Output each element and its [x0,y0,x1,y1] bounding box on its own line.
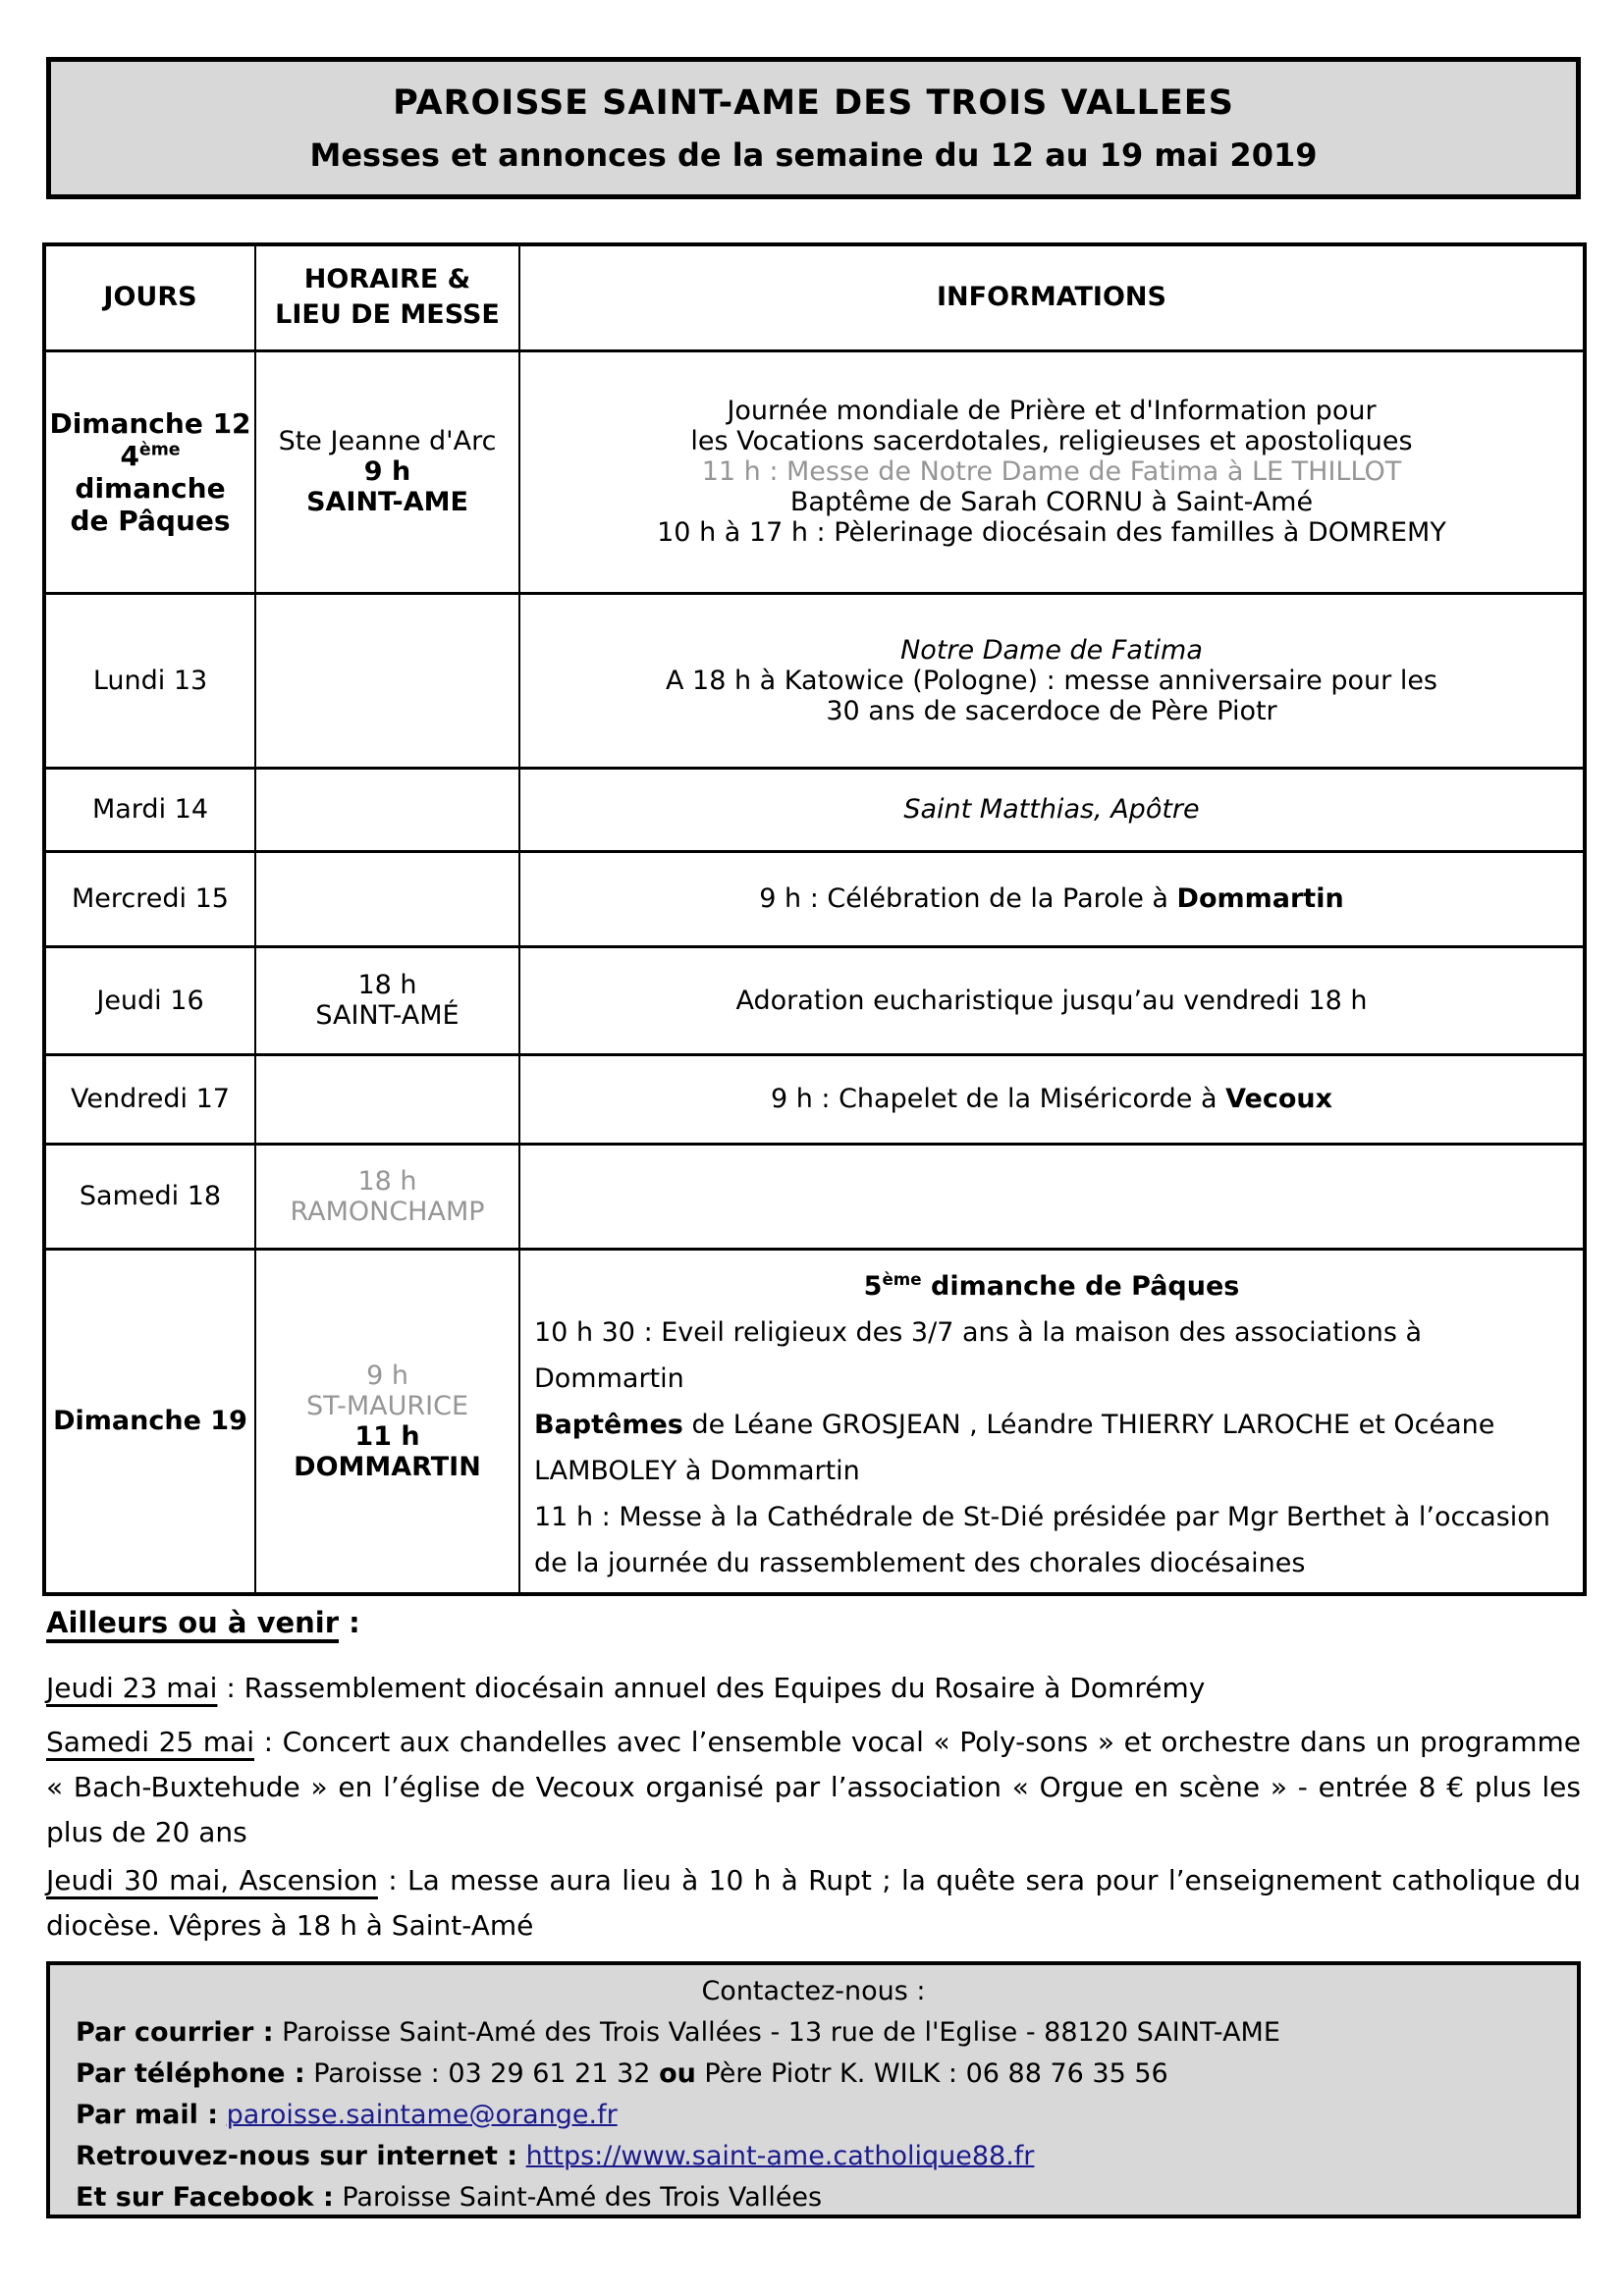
section-heading-ailleurs: Ailleurs ou à venir : [46,1606,360,1639]
page-subtitle: Messes et annonces de la semaine du 12 au 19 mai 2019 [309,135,1318,174]
horaire-cell-dimanche-19 [255,1249,519,1594]
contact-box [46,1961,1581,2218]
horaire-cell-mercredi-15 [255,851,519,946]
day-cell-vendredi-17: Vendredi 17 [44,1054,255,1144]
info-line: 10 h à 17 h : Pèlerinage diocésain des familles à DOMREMY [657,517,1446,548]
announcement-jeudi-23-mai: Jeudi 23 mai : Rassemblement diocésain annuel des Equipes du Rosaire à Domrémy [46,1672,1206,1704]
contact-telephone: Par téléphone : Paroisse : 03 29 61 21 32 ou Père Piotr K. WILK : 06 88 76 35 56 [76,2058,1168,2089]
contact-title: Contactez-nous : [701,1976,926,2006]
col-header-horaire-line1: HORAIRE & [303,263,471,294]
mass-time: 18 h [357,970,417,1000]
info-cell-lundi-13 [519,593,1585,768]
mass-slot-2: 11 h DOMMARTIN [294,1420,481,1482]
info-line: Journée mondiale de Prière et d'Information pour [727,396,1377,426]
announcement-samedi-25-mai: Samedi 25 mai : Concert aux chandelles avec l’ensemble vocal « Poly-sons » et orchestre dans un programme « Bach-Buxtehude » en l’église de Vecoux organisé par l’association « Orgue en scène » - entrée 8 € plus les plus de 20 ans [46,1726,1581,1848]
table-row-samedi-18 [44,1144,1585,1249]
info-cell-samedi-18 [519,1144,1585,1249]
info-paragraph: Baptêmes de Léane GROSJEAN , Léandre THIERRY LAROCHE et Océane LAMBOLEY à Dommartin [534,1409,1495,1486]
table-header-row [44,244,1585,350]
info-cell-mardi-14: Saint Matthias, Apôtre [519,768,1585,851]
place-emphasis: Dommartin [1176,883,1344,914]
table-row-mercredi-15 [44,851,1585,946]
day-cell-lundi-13: Lundi 13 [44,593,255,768]
contact-mail: Par mail : paroisse.saintame@orange.fr [76,2100,618,2130]
info-cell-jeudi-16: Adoration eucharistique jusqu’au vendredi 18 h [519,946,1585,1054]
info-line: Baptême de Sarah CORNU à Saint-Amé [789,487,1314,517]
day-cell-dimanche-19: Dimanche 19 [44,1249,255,1594]
contact-courrier: Par courrier : Paroisse Saint-Amé des Trois Vallées - 13 rue de l'Eglise - 88120 SAINT-AME [76,2017,1280,2048]
horaire-cell-dimanche-12 [255,350,519,593]
day-cell-jeudi-16: Jeudi 16 [44,946,255,1054]
info-title: 5ème dimanche de Pâques [863,1268,1240,1302]
day-sublabel2: de Pâques [70,504,231,537]
col-header-informations: INFORMATIONS [519,244,1585,350]
title-box [46,57,1581,199]
page-title: PAROISSE SAINT-AME DES TROIS VALLEES [393,82,1234,123]
table-row-dimanche-19 [44,1249,1585,1594]
horaire-cell-samedi-18 [255,1144,519,1249]
info-cell-mercredi-15: 9 h : Célébration de la Parole à Dommartin [519,851,1585,946]
mass-time: 18 h [357,1165,417,1197]
horaire-cell-lundi-13 [255,593,519,768]
schedule-table [42,242,1587,1596]
table-row-vendredi-17 [44,1054,1585,1144]
info-cell-dimanche-12 [519,350,1585,593]
info-cell-vendredi-17: 9 h : Chapelet de la Miséricorde à Vecoux [519,1054,1585,1144]
day-sublabel: 4ème dimanche [75,439,226,505]
contact-internet: Retrouvez-nous sur internet : https://www.saint-ame.catholique88.fr [76,2141,1035,2171]
info-line: A 18 h à Katowice (Pologne) : messe anniversaire pour les [665,665,1438,696]
mass-place: RAMONCHAMP [290,1196,485,1227]
website-link[interactable]: https://www.saint-ame.catholique88.fr [525,2141,1035,2171]
mass-slot-1: 9 h ST-MAURICE [305,1360,469,1421]
info-paragraph: 10 h 30 : Eveil religieux des 3/7 ans à la maison des associations à Dommartin [534,1316,1423,1394]
day-cell-dimanche-12 [44,350,255,593]
info-line: les Vocations sacerdotales, religieuses et apostoliques [690,426,1413,456]
col-header-jours: JOURS [44,244,255,350]
email-link[interactable]: paroisse.saintame@orange.fr [226,2100,618,2130]
horaire-cell-mardi-14 [255,768,519,851]
table-row-dimanche-12 [44,350,1585,593]
day-cell-samedi-18: Samedi 18 [44,1144,255,1249]
mass-place: Ste Jeanne d'Arc [278,426,497,456]
announcement-date: Jeudi 23 mai [46,1672,218,1704]
horaire-cell-vendredi-17 [255,1054,519,1144]
day-cell-mercredi-15: Mercredi 15 [44,851,255,946]
info-cell-dimanche-19 [519,1249,1585,1594]
info-line: 30 ans de sacerdoce de Père Piotr [826,695,1277,726]
mass-place: SAINT-AMÉ [315,1000,460,1031]
info-line-italic: Notre Dame de Fatima [900,634,1203,666]
day-cell-mardi-14: Mardi 14 [44,768,255,851]
announcement-date: Samedi 25 mai [46,1726,255,1758]
col-header-horaire [255,244,519,350]
info-line-muted: 11 h : Messe de Notre Dame de Fatima à LE THILLOT [701,456,1402,487]
contact-facebook: Et sur Facebook : Paroisse Saint-Amé des Trois Vallées [76,2182,823,2213]
col-header-horaire-line2: LIEU DE MESSE [275,299,500,331]
mass-place-main: SAINT-AME [306,487,468,517]
horaire-cell-jeudi-16 [255,946,519,1054]
table-row-jeudi-16 [44,946,1585,1054]
table-row-mardi-14 [44,768,1585,851]
table-row-lundi-13 [44,593,1585,768]
announcement-jeudi-30-mai: Jeudi 30 mai, Ascension : La messe aura lieu à 10 h à Rupt ; la quête sera pour l’enseignement catholique du diocèse. Vêpres à 18 h à Saint-Amé [46,1864,1581,1942]
place-emphasis: Vecoux [1225,1084,1333,1114]
info-paragraph: 11 h : Messe à la Cathédrale de St-Dié présidée par Mgr Berthet à l’occasion de la journée du rassemblement des chorales diocésaines [534,1501,1550,1578]
mass-time: 9 h [363,456,411,487]
day-label: Dimanche 12 [49,406,251,440]
announcement-date: Jeudi 30 mai, Ascension [46,1864,378,1896]
